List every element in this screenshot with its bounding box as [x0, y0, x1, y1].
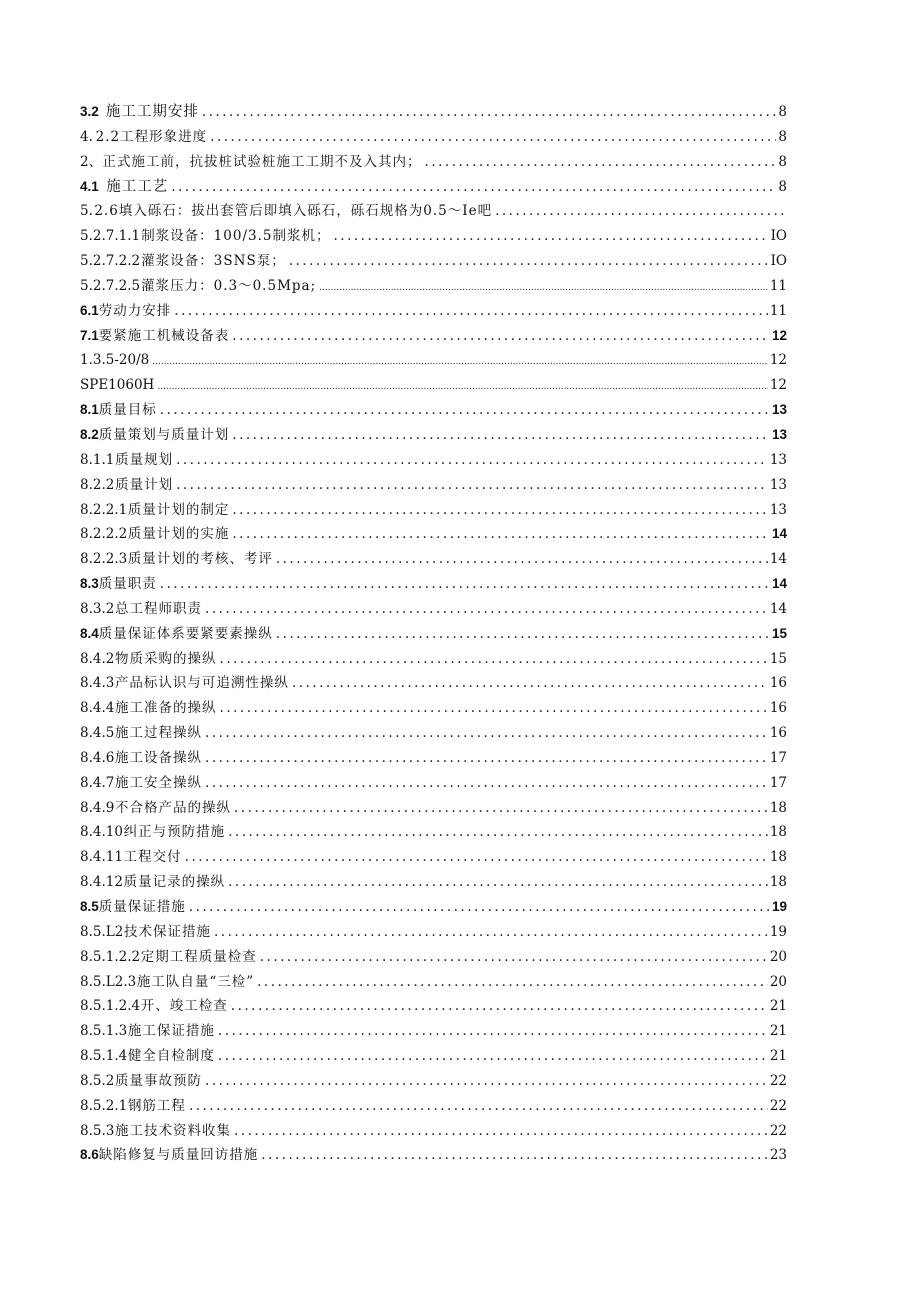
toc-entry-leader-dots [207, 125, 776, 150]
toc-entry-number: 8.3.2 [80, 600, 115, 617]
toc-entry-page-number: 14 [769, 551, 787, 568]
toc-entry-title: 质量保证体系要紧要素操纵 [98, 625, 273, 642]
toc-entry-number: 8.4.12 [80, 874, 123, 891]
toc-entry[interactable] [80, 945, 787, 970]
toc-entry-title: 质量保证措施 [98, 899, 186, 915]
toc-entry-number: 8.4.6 [80, 749, 115, 766]
toc-entry-number: 8.4.7 [80, 774, 115, 791]
toc-entry-page-number: 17 [769, 749, 787, 766]
toc-entry-number: 8.5.L2 [80, 923, 124, 940]
toc-entry-title: 施工准备的操纵 [115, 700, 217, 717]
toc-entry[interactable] [80, 845, 787, 870]
toc-entry-page-number: 13 [771, 402, 787, 418]
toc-entry-number: 8.4 [80, 625, 99, 641]
toc-entry-number: 4. [80, 128, 93, 145]
toc-entry-leader-dots [168, 175, 776, 200]
toc-entry-leader-dots [286, 249, 769, 274]
toc-entry-number: 1.3.5-20/8 [80, 352, 150, 369]
toc-entry-leader-dots [186, 895, 770, 920]
toc-entry-title: 质量计划的实施 [127, 526, 230, 543]
toc-entry-title: 质量计划的制定 [127, 501, 230, 518]
toc-entry-page-number: 19 [771, 899, 787, 914]
toc-entry-title: 产品标认识与可追溯性操纵 [114, 675, 289, 692]
toc-entry[interactable] [80, 224, 787, 249]
toc-entry-leader-dots [182, 845, 768, 870]
toc-entry[interactable] [80, 746, 787, 771]
toc-entry-title: 正式施工前，抗拔桩试验桩施工工期不及入其内； [102, 153, 422, 170]
toc-entry-number: 8.6 [80, 1147, 99, 1163]
toc-entry[interactable] [80, 473, 787, 498]
toc-entry-number: 8.1 [80, 402, 99, 418]
toc-entry-leader-dots [217, 696, 768, 721]
toc-entry[interactable] [80, 572, 787, 597]
toc-entry-title: 质量计划 [115, 476, 174, 493]
toc-entry-title: 质量规划 [115, 451, 174, 468]
toc-entry-page-number: 13 [769, 476, 787, 493]
toc-entry-leader-dots [157, 572, 770, 597]
toc-entry-title: 施工安全操纵 [115, 774, 203, 791]
toc-entry-leader-dots [215, 1044, 768, 1069]
toc-entry-title: 施工技术资料收集 [115, 1122, 232, 1139]
toc-entry-title: 制浆设备：100/3.5制浆机； [141, 228, 331, 245]
toc-entry-leader-dots [154, 375, 767, 398]
toc-entry-number: 8.4.4 [80, 700, 115, 717]
toc-entry-title: 2.2工程形象进度 [95, 128, 208, 145]
toc-entry[interactable] [80, 547, 787, 572]
toc-entry-leader-dots [330, 224, 768, 249]
toc-entry[interactable] [80, 150, 787, 175]
toc-entry-leader-dots [171, 299, 768, 324]
toc-entry[interactable] [80, 175, 787, 200]
toc-entry-leader-dots [229, 423, 770, 448]
toc-entry-page-number: 13 [769, 501, 787, 518]
toc-entry[interactable] [80, 373, 787, 398]
toc-entry-page-number: 21 [769, 1023, 787, 1040]
table-of-contents [80, 100, 787, 1168]
toc-entry[interactable] [80, 721, 787, 746]
toc-entry[interactable] [80, 820, 787, 845]
toc-entry-title: 灌浆压力：0.3～0.5Mpa; [141, 277, 317, 294]
toc-entry-page-number: 20 [769, 973, 787, 990]
toc-entry-number: 8.2 [80, 426, 99, 442]
toc-entry-page-number: 14 [771, 576, 787, 592]
toc-entry[interactable] [80, 1119, 787, 1144]
toc-entry-title: 质量职责 [98, 576, 157, 593]
toc-entry-leader-dots [258, 1143, 768, 1168]
toc-entry-number: 8.5.2.1 [80, 1097, 128, 1114]
toc-entry-title: 施工队自量“三检” [136, 973, 255, 990]
toc-entry[interactable] [80, 870, 787, 895]
toc-entry-number: 8.5.1.3 [80, 1023, 128, 1040]
toc-entry-title: 纠正与预防措施 [123, 824, 226, 841]
toc-entry-leader-dots [202, 771, 768, 796]
toc-entry-title: 质量目标 [98, 402, 157, 419]
toc-entry-number: 8.5.L2.3 [80, 973, 137, 990]
toc-entry-page-number: 11 [769, 277, 787, 294]
toc-entry-title: 工程交付 [123, 849, 182, 866]
toc-entry-number: 5.2.7.2.5 [80, 277, 141, 294]
toc-entry-title: 要紧施工机械设备表 [98, 327, 230, 344]
toc-entry-leader-dots [229, 522, 770, 547]
toc-entry-leader-dots [492, 199, 785, 224]
toc-entry-number: 4.1 [80, 178, 99, 194]
toc-entry-leader-dots [202, 721, 768, 746]
toc-entry-number: 8.5 [80, 899, 99, 914]
toc-entry[interactable] [80, 274, 787, 299]
toc-entry[interactable] [80, 895, 787, 920]
toc-entry-number: 5.2.7.2.2 [80, 253, 141, 270]
toc-entry-leader-dots [217, 647, 768, 672]
toc-entry-leader-dots [202, 746, 768, 771]
toc-entry[interactable] [80, 498, 787, 523]
toc-entry-title: 健全自检制度 [127, 1048, 215, 1065]
toc-entry-page-number: 8 [778, 178, 787, 195]
toc-entry-leader-dots [215, 1019, 768, 1044]
toc-entry-leader-dots [228, 994, 768, 1019]
toc-entry-leader-dots [173, 473, 768, 498]
toc-entry-page-number: 12 [771, 327, 787, 343]
toc-entry-page-number: 23 [769, 1147, 787, 1164]
toc-entry-title: 定期工程质量检查 [140, 948, 257, 965]
toc-entry[interactable] [80, 622, 787, 647]
toc-entry-page-number: 18 [769, 849, 787, 866]
toc-entry-number: 2、 [80, 153, 103, 170]
toc-entry[interactable] [80, 920, 787, 945]
toc-entry-title: 钢筋工程 [127, 1097, 186, 1114]
toc-entry[interactable] [80, 348, 787, 373]
toc-entry-title: 施工设备操纵 [115, 749, 203, 766]
toc-entry[interactable] [80, 1094, 787, 1119]
toc-entry-leader-dots [173, 448, 768, 473]
toc-entry-number: 8.2.2.2 [80, 526, 128, 543]
toc-entry-title: 物质采购的操纵 [115, 650, 217, 667]
toc-entry-page-number: 14 [769, 600, 787, 617]
toc-entry-number: 3.2 [80, 104, 99, 119]
toc-entry[interactable] [80, 796, 787, 821]
toc-entry-page-number: 18 [769, 874, 787, 891]
toc-entry-number: 8.2.2.1 [80, 501, 128, 518]
toc-entry[interactable] [80, 1143, 787, 1168]
toc-entry[interactable] [80, 448, 787, 473]
toc-entry-page-number: 16 [769, 725, 787, 742]
toc-entry-page-number: 16 [769, 675, 787, 692]
toc-entry-page-number: 11 [769, 302, 787, 319]
toc-entry-number: 8.2.2.3 [80, 551, 128, 568]
toc-entry[interactable] [80, 249, 787, 274]
toc-entry-title: 灌浆设备：3SNS泵； [141, 253, 286, 270]
toc-entry-leader-dots [229, 498, 767, 523]
toc-entry[interactable] [80, 199, 787, 224]
toc-entry-number: 8.3 [80, 576, 99, 592]
toc-entry-number: 8.4.3 [80, 675, 115, 692]
toc-entry[interactable] [80, 324, 787, 349]
toc-entry[interactable] [80, 970, 787, 995]
toc-entry-number: 8.4.5 [80, 725, 115, 742]
toc-entry-title: 技术保证措施 [124, 923, 211, 940]
toc-entry-title: 质量事故预防 [115, 1072, 203, 1089]
toc-entry-title: 开、竣工检查 [140, 998, 228, 1015]
toc-entry[interactable] [80, 423, 787, 448]
toc-entry-leader-dots [149, 350, 768, 373]
toc-entry[interactable] [80, 1019, 787, 1044]
toc-entry[interactable] [80, 696, 787, 721]
toc-entry-page-number: 19 [769, 923, 787, 940]
toc-entry-leader-dots [157, 398, 770, 423]
toc-entry-page-number: 22 [769, 1072, 787, 1089]
toc-entry-page-number: 8 [778, 153, 787, 170]
toc-entry-page-number: 13 [769, 451, 787, 468]
toc-entry-number: 8.4.11 [80, 849, 123, 866]
toc-entry-number: 8.5.1.2.2 [80, 948, 141, 965]
toc-entry-leader-dots [273, 622, 770, 647]
toc-entry-title: 施工过程操纵 [115, 725, 203, 742]
toc-entry[interactable] [80, 398, 787, 423]
toc-entry[interactable] [80, 771, 787, 796]
toc-entry-number: 5. [80, 203, 93, 220]
toc-entry-title: 施工保证措施 [127, 1023, 215, 1040]
toc-entry[interactable] [80, 125, 787, 150]
toc-entry-page-number: 16 [769, 700, 787, 717]
toc-entry-page-number: 18 [769, 824, 787, 841]
toc-entry-page-number: 12 [769, 377, 787, 394]
toc-entry-title: 不合格产品的操纵 [115, 799, 232, 816]
toc-entry-leader-dots [231, 796, 768, 821]
toc-entry-number: 8.4.9 [80, 799, 115, 816]
toc-entry[interactable] [80, 100, 787, 125]
toc-entry-leader-dots [225, 820, 768, 845]
toc-entry-title: 质量计划的考核、考评 [127, 551, 273, 568]
toc-entry-page-number: 18 [769, 799, 787, 816]
toc-entry-number: 8.5.1.4 [80, 1048, 128, 1065]
toc-entry-number: 8.4.2 [80, 650, 115, 667]
toc-entry-number: 8.4.10 [80, 824, 123, 841]
toc-entry[interactable] [80, 1044, 787, 1069]
toc-entry-leader-dots [316, 276, 768, 299]
toc-entry-title: 施工工艺 [106, 178, 169, 195]
toc-entry-leader-dots [273, 547, 768, 572]
toc-entry-leader-dots [211, 920, 768, 945]
toc-entry-title: 劳动力安排 [98, 302, 172, 319]
toc-entry[interactable] [80, 299, 787, 324]
toc-entry-leader-dots [257, 945, 768, 970]
toc-entry-page-number: 8 [778, 128, 787, 145]
toc-entry[interactable] [80, 522, 787, 547]
toc-entry-number: 7.1 [80, 327, 99, 343]
toc-entry-page-number: IO [770, 253, 787, 270]
toc-entry-leader-dots [422, 150, 777, 175]
toc-entry-leader-dots [229, 324, 770, 349]
toc-entry-title: 质量策划与质量计划 [98, 426, 230, 443]
toc-entry-page-number: IO [770, 228, 787, 245]
toc-entry-page-number: 20 [769, 948, 787, 965]
toc-entry-title: 施工工期安排 [105, 104, 199, 120]
toc-entry-page-number: 13 [771, 426, 787, 442]
toc-entry[interactable] [80, 1069, 787, 1094]
toc-entry-number: 8.1.1 [80, 451, 115, 468]
toc-entry-page-number: 15 [771, 625, 787, 641]
toc-entry-title: 2.6填入砾石：拔出套管后即填入砾石，砾石规格为0.5～Ie吧 [94, 203, 493, 220]
toc-entry-page-number: 22 [769, 1122, 787, 1139]
toc-entry-leader-dots [199, 100, 777, 125]
toc-entry[interactable] [80, 994, 787, 1019]
toc-entry-leader-dots [289, 671, 768, 696]
toc-entry-page-number: 21 [769, 1048, 787, 1065]
toc-entry[interactable] [80, 647, 787, 672]
toc-entry-number: SPE1060H [80, 377, 155, 394]
toc-entry-number: 8.5.1.2.4 [80, 998, 141, 1015]
toc-entry-page-number: 15 [769, 650, 787, 667]
toc-entry-leader-dots [202, 597, 768, 622]
toc-entry-leader-dots [231, 1119, 768, 1144]
toc-entry-page-number: 14 [771, 526, 787, 542]
toc-entry-page-number: 22 [769, 1097, 787, 1114]
toc-entry[interactable] [80, 597, 787, 622]
toc-entry-title: 质量记录的操纵 [123, 874, 226, 891]
toc-entry-leader-dots [202, 1069, 768, 1094]
toc-entry-number: 8.2.2 [80, 476, 115, 493]
toc-entry-number: 8.5.2 [80, 1072, 115, 1089]
toc-entry-page-number: 17 [769, 774, 787, 791]
toc-entry[interactable] [80, 671, 787, 696]
toc-entry-title: 缺陷修复与质量回访措施 [98, 1147, 259, 1164]
toc-entry-page-number: 8 [778, 104, 787, 120]
toc-entry-page-number: 21 [769, 998, 787, 1015]
toc-entry-number: 5.2.7.1.1 [80, 228, 141, 245]
toc-entry-leader-dots [225, 870, 768, 895]
toc-entry-title: 总工程师职责 [115, 600, 203, 617]
toc-entry-number: 6.1 [80, 302, 99, 318]
toc-entry-page-number: 12 [769, 352, 787, 369]
toc-entry-leader-dots [254, 970, 768, 995]
toc-entry-number: 8.5.3 [80, 1122, 115, 1139]
toc-entry-leader-dots [186, 1094, 768, 1119]
